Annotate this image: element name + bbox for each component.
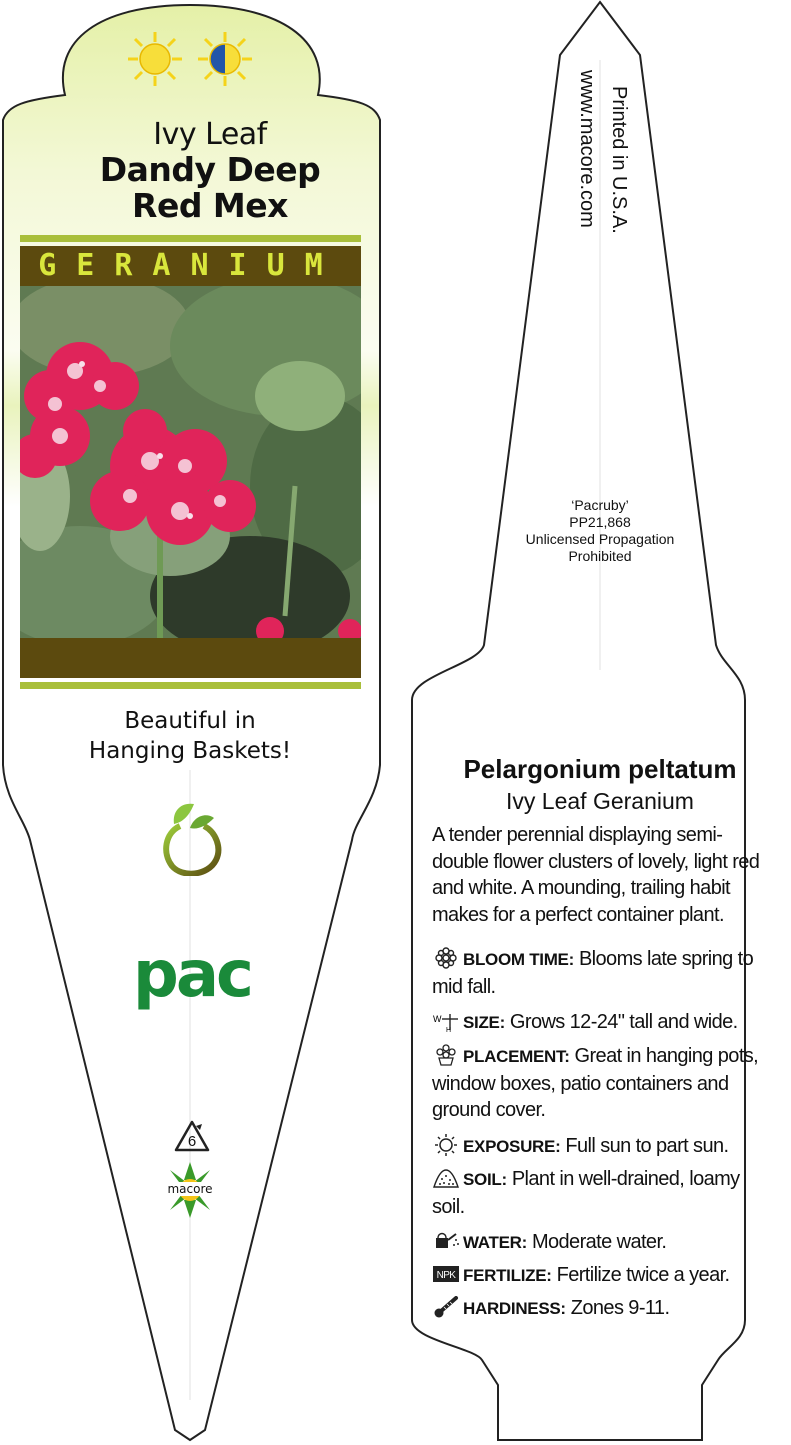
category-band: GERANIUM (20, 246, 361, 286)
patent-info (470, 497, 730, 565)
attribute-bloom-time (432, 946, 767, 1000)
website-text[interactable]: www.macore.com (576, 70, 598, 228)
attribute-label: FERTILIZE: (463, 1266, 552, 1285)
placement-icon (432, 1044, 460, 1066)
sprout-logo-icon (160, 798, 224, 876)
sun-icon (432, 1134, 460, 1156)
patent-line3: Unlicensed Propagation (525, 531, 675, 547)
patent-line1: ‘Pacruby’ (571, 497, 629, 513)
attribute-label: PLACEMENT: (463, 1047, 570, 1066)
attribute-soil (432, 1166, 767, 1220)
attribute-label: WATER: (463, 1233, 527, 1252)
plant-name-line1: Dandy Deep (99, 150, 321, 189)
svg-text:W: W (433, 1014, 441, 1024)
full-sun-icon (126, 30, 184, 88)
attribute-size (432, 1009, 767, 1037)
plant-prefix: Ivy Leaf (153, 117, 267, 152)
attribute-label: EXPOSURE: (463, 1137, 561, 1156)
attribute-label: SOIL: (463, 1170, 507, 1189)
patent-line4: Prohibited (568, 548, 632, 564)
top-stripe (20, 235, 361, 242)
attribute-exposure (432, 1133, 767, 1161)
attribute-text: Grows 12-24" tall and wide. (509, 1011, 738, 1033)
scientific-name: Pelargonium peltatum (463, 754, 737, 784)
attribute-text: Full sun to part sun. (565, 1135, 729, 1157)
soil-icon (432, 1167, 460, 1189)
attribute-text: Zones 9-11. (570, 1297, 670, 1319)
attribute-label: SIZE: (463, 1013, 505, 1032)
svg-text:H: H (446, 1027, 451, 1032)
bottom-band (20, 638, 361, 678)
tagline-line2: Hanging Baskets! (88, 738, 292, 764)
attribute-text: Fertilize twice a year. (556, 1264, 730, 1286)
attribute-text: Moderate water. (531, 1231, 667, 1253)
attribute-text: Blooms late spring to mid fall. (432, 948, 754, 998)
attribute-text: Great in hanging pots, window boxes, patio containers and ground cover. (432, 1045, 759, 1121)
part-sun-icon (196, 30, 254, 88)
bottom-stripe (20, 682, 361, 689)
attribute-fertilize (432, 1262, 767, 1290)
attribute-hardiness (432, 1295, 767, 1323)
attribute-placement (432, 1043, 767, 1124)
patent-line2: PP21,868 (569, 514, 631, 530)
npk-icon (432, 1263, 460, 1285)
recycle-icon (172, 1118, 212, 1158)
printed-in-text: Printed in U.S.A. (608, 86, 630, 234)
tagline (40, 706, 340, 766)
npk-icon-text: NPK (436, 1270, 456, 1281)
plant-photo (20, 286, 361, 638)
pac-logo-text: pac (133, 940, 251, 1010)
watering-can-icon (432, 1230, 460, 1252)
tagline-line1: Beautiful in (124, 708, 256, 734)
attribute-water (432, 1229, 767, 1257)
common-name: Ivy Leaf Geranium (506, 788, 694, 814)
pac-brand-logo (105, 940, 280, 1010)
attribute-label: BLOOM TIME: (463, 950, 574, 969)
size-icon (432, 1010, 460, 1032)
macore-logo-text: macore (167, 1182, 213, 1196)
attribute-text: Plant in well-drained, loamy soil. (432, 1168, 740, 1218)
bloom-icon (432, 947, 460, 969)
plant-name (35, 152, 385, 224)
description: A tender perennial displaying semi-double flower clusters of lovely, light red and white. A mounding, trailing habit makes for a perfect container plant. (432, 824, 760, 926)
attribute-label: HARDINESS: (463, 1299, 566, 1318)
thermometer-icon (432, 1296, 460, 1318)
macore-logo (152, 1160, 228, 1220)
plant-name-line2: Red Mex (132, 186, 288, 225)
recycle-code: 6 (187, 1133, 197, 1150)
